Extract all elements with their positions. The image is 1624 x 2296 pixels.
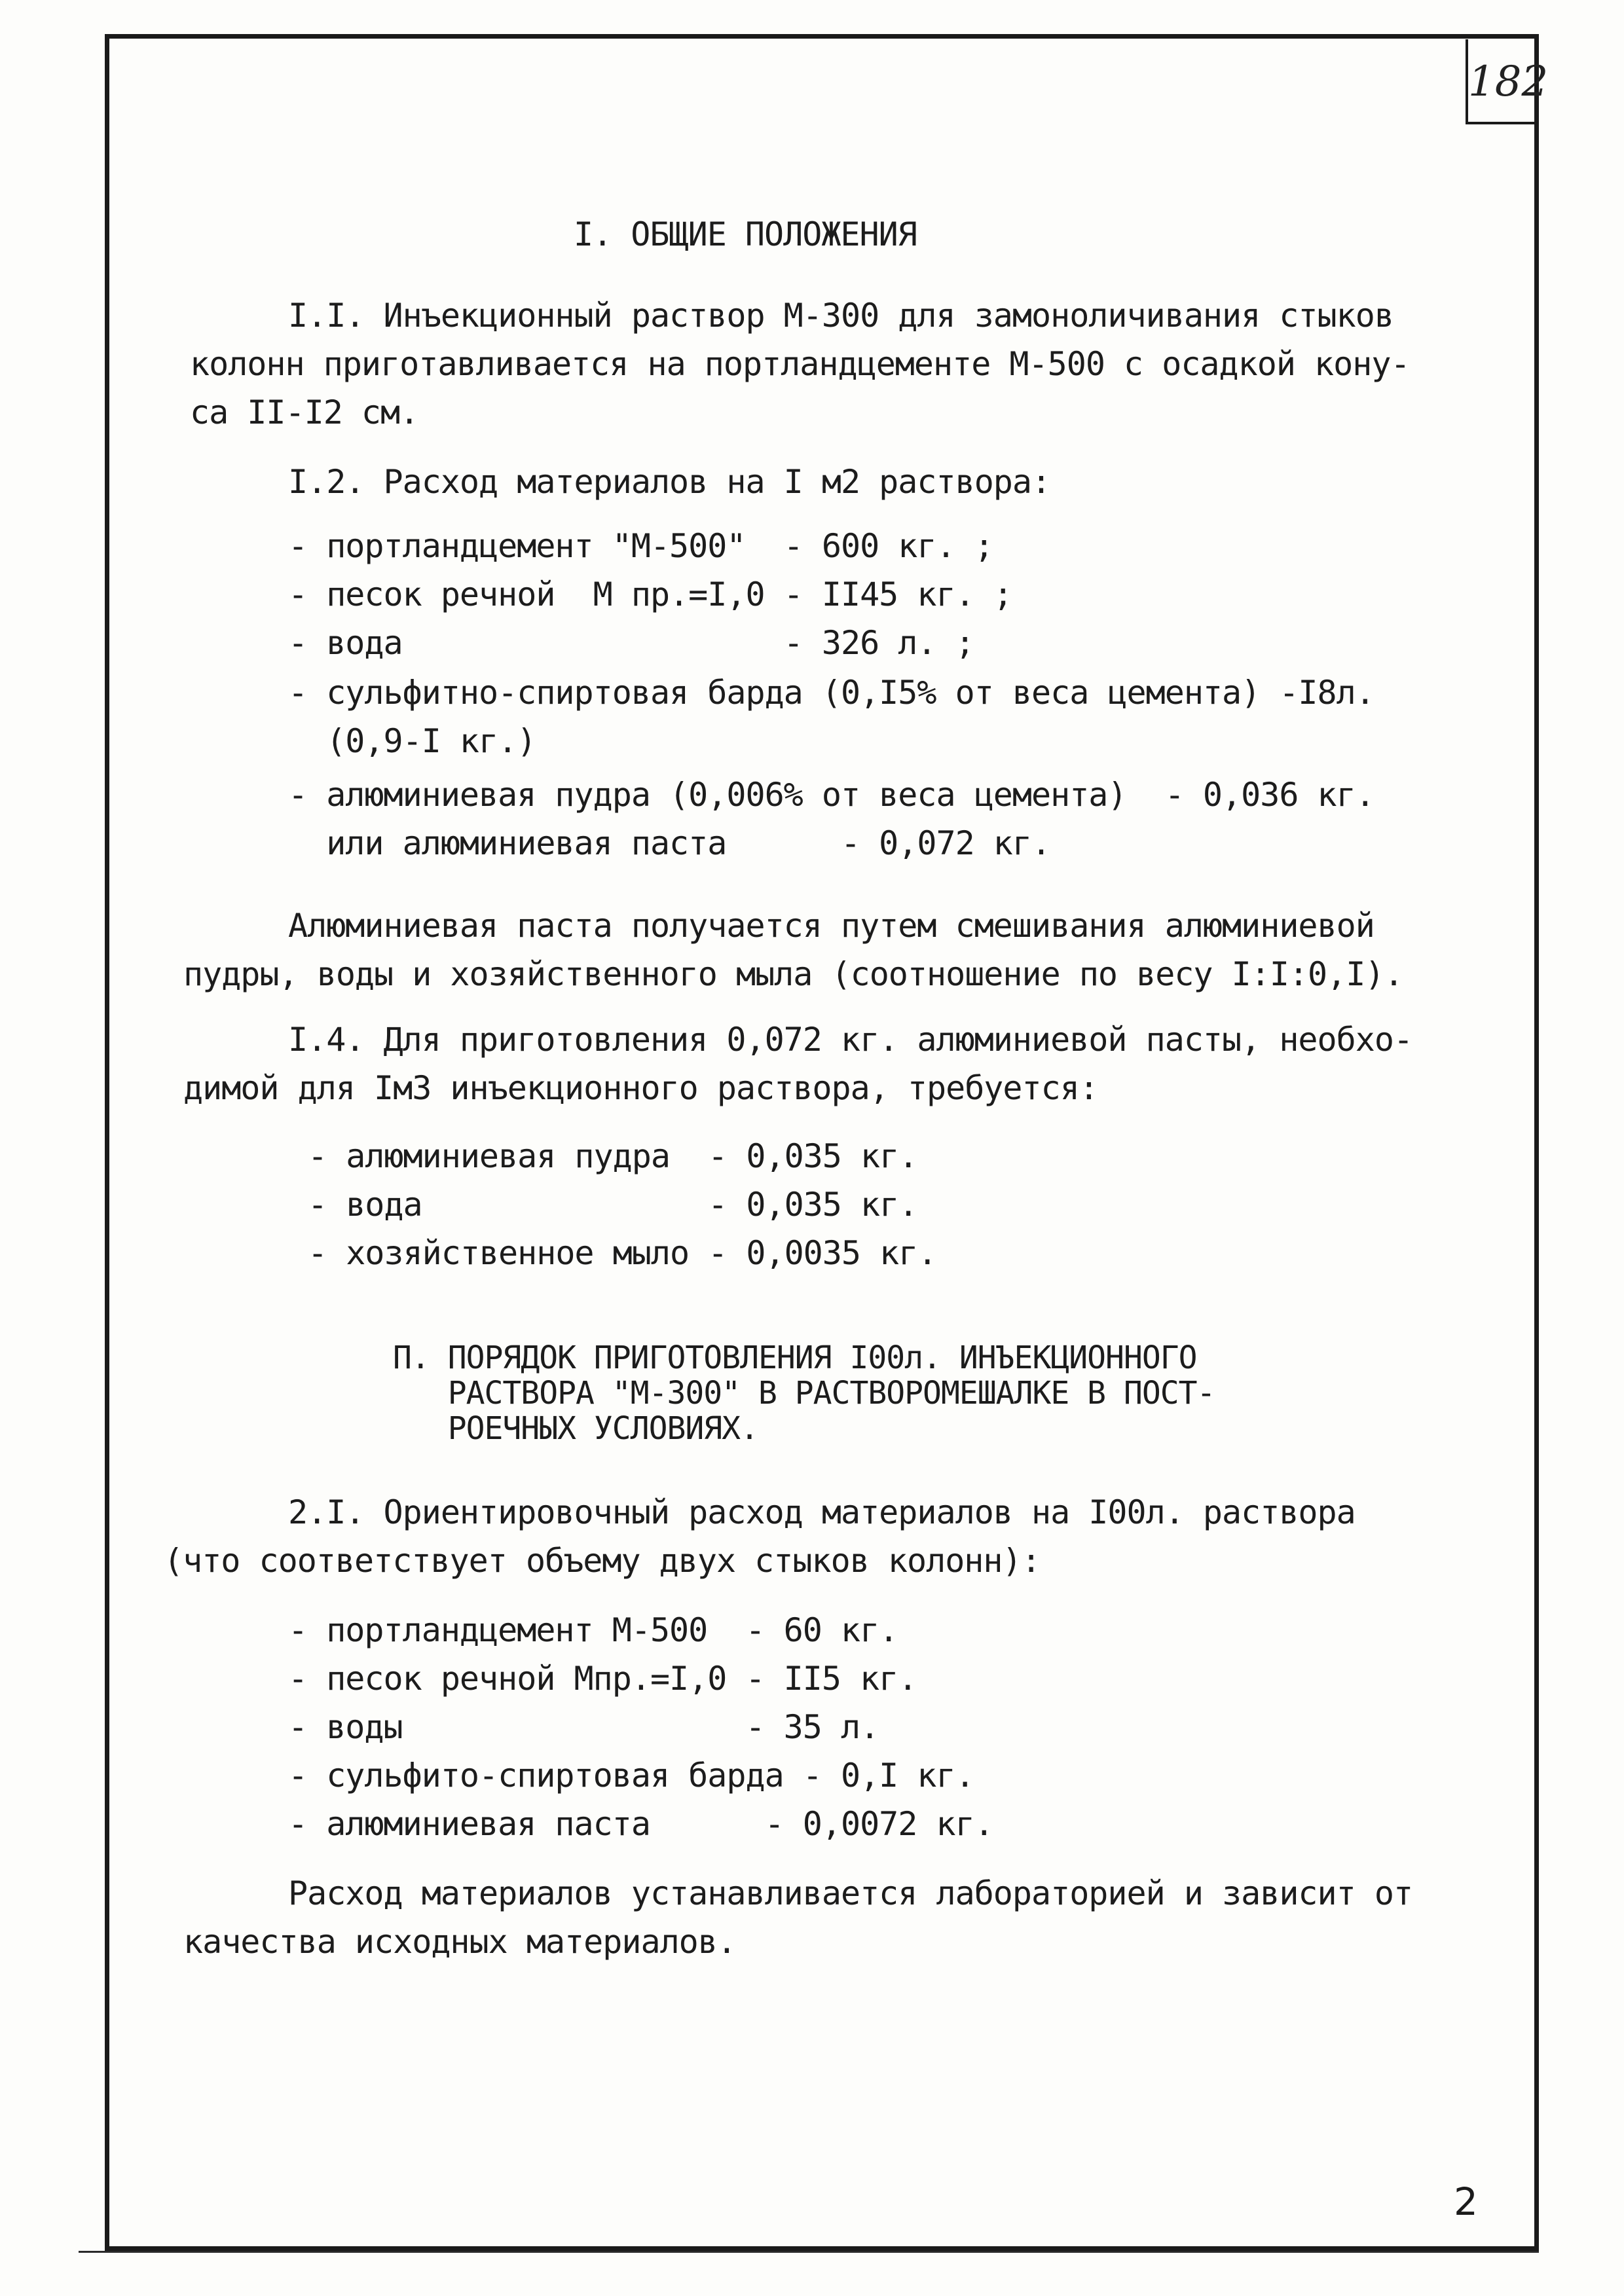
mix-material-item: - портландцемент М-500 - 60 кг. [288, 1611, 898, 1649]
paste-component-item: - алюминиевая пудра - 0,035 кг. [308, 1137, 918, 1175]
material-item: - песок речной М пр.=I,0 - II45 кг. ; [288, 575, 1012, 613]
section2-title-line: П. ПОРЯДОК ПРИГОТОВЛЕНИЯ I00л. ИНЪЕКЦИОННОГО [393, 1339, 1197, 1376]
sheet-number-stamp: 182 [1466, 39, 1539, 124]
paragraph-1-1-line: I.I. Инъекционный раствор М-300 для замоноличивания стыков [288, 297, 1393, 335]
paragraph-2-1-line: 2.I. Ориентировочный расход материалов на I00л. раствора [288, 1493, 1356, 1531]
paste-component-item: - вода - 0,035 кг. [308, 1186, 918, 1224]
section1-title: I. ОБЩИЕ ПОЛОЖЕНИЯ [574, 215, 917, 253]
paragraph-1-1-line: са II-I2 см. [190, 393, 419, 431]
page-number: 2 [1454, 2179, 1478, 2224]
material-item: - алюминиевая пудра (0,006% от веса цемента) - 0,036 кг. [288, 776, 1375, 814]
paste-note-line: Алюминиевая паста получается путем смешивания алюминиевой [288, 907, 1375, 945]
paste-component-item: - хозяйственное мыло - 0,0035 кг. [308, 1234, 937, 1272]
paragraph-2-1-line: (что соответствует объему двух стыков колонн): [164, 1542, 1041, 1580]
paste-note-line: пудры, воды и хозяйственного мыла (соотношение по весу I:I:0,I). [183, 955, 1403, 993]
closing-line: качества исходных материалов. [183, 1923, 736, 1961]
section2-title-line: РОЕЧНЫХ УСЛОВИЯХ. [393, 1410, 758, 1447]
paragraph-1-1-line: колонн приготавливается на портландцементе М-500 с осадкой кону- [190, 345, 1410, 383]
paragraph-1-2: I.2. Расход материалов на I м2 раствора: [288, 463, 1051, 501]
paragraph-1-4-line: димой для Iм3 инъекционного раствора, требуется: [183, 1069, 1098, 1107]
material-item: - портландцемент "М-500" - 600 кг. ; [288, 527, 993, 565]
closing-line: Расход материалов устанавливается лабораторией и зависит от [288, 1874, 1413, 1912]
mix-material-item: - сульфито-спиртовая барда - 0,I кг. [288, 1757, 974, 1795]
section2-title-line: РАСТВОРА "М-300" В РАСТВОРОМЕШАЛКЕ В ПОСТ- [393, 1375, 1215, 1412]
mix-material-item: - воды - 35 л. [288, 1708, 879, 1746]
mix-material-item: - алюминиевая паста - 0,0072 кг. [288, 1805, 993, 1843]
frame-bottom-line [79, 2251, 1539, 2253]
paragraph-1-4-line: I.4. Для приготовления 0,072 кг. алюминиевой пасты, необхо- [288, 1021, 1413, 1059]
mix-material-item: - песок речной Мпр.=I,0 - II5 кг. [288, 1660, 917, 1698]
material-item: - сульфитно-спиртовая барда (0,I5% от веса цемента) -I8л. [288, 674, 1375, 712]
material-item: (0,9-I кг.) [288, 722, 536, 760]
material-item: или алюминиевая паста - 0,072 кг. [288, 824, 1051, 862]
material-item: - вода - 326 л. ; [288, 624, 974, 662]
